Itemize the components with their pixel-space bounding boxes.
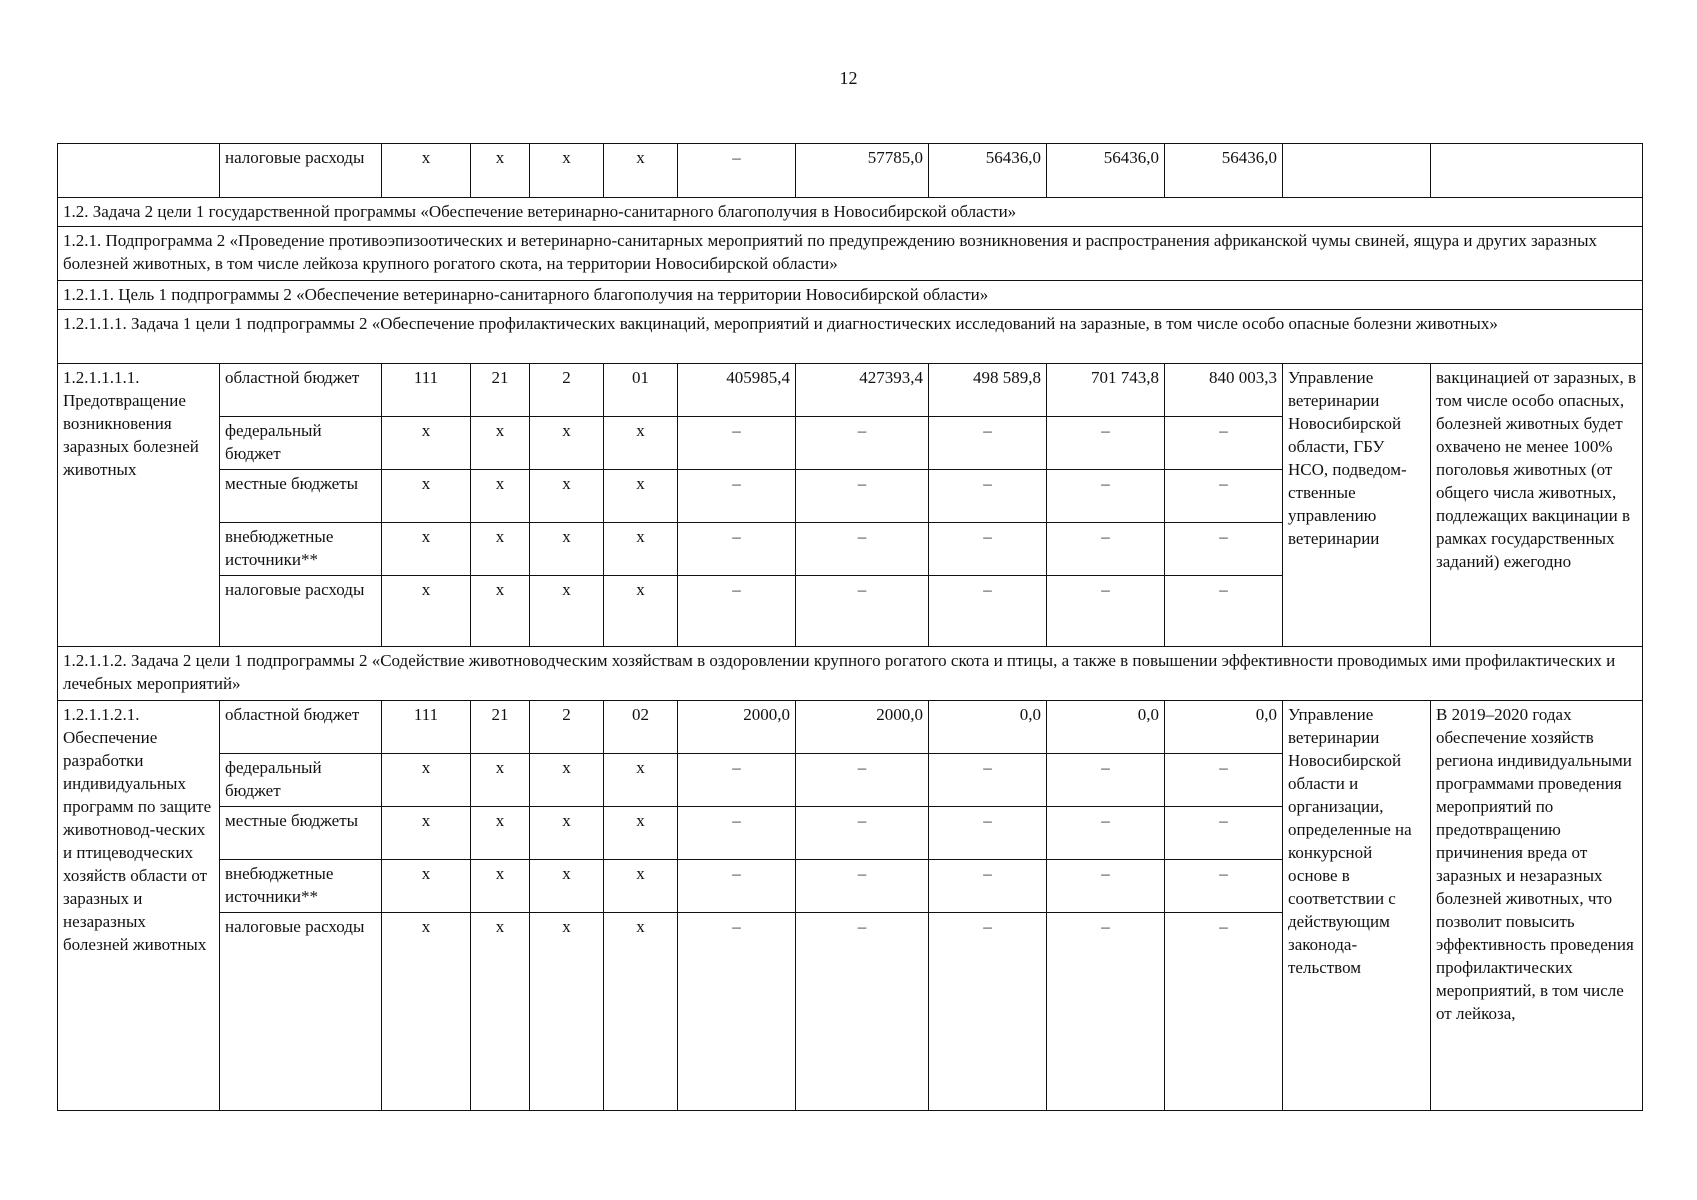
executor-cell: Управление ветеринарии Новосибирской области и организации, определенные на конкурсной основе в соответствии с действующим законода-тельством [1283, 701, 1431, 1111]
value-cell: – [929, 523, 1047, 576]
code-cell: х [382, 523, 471, 576]
value-cell: – [678, 754, 796, 807]
code-cell: х [604, 807, 678, 860]
funding-source-cell: федеральный бюджет [220, 417, 382, 470]
code-cell: х [530, 470, 604, 523]
value-cell: – [1047, 470, 1165, 523]
code-cell: 111 [382, 364, 471, 417]
code-cell: х [604, 144, 678, 198]
executor-cell [1283, 144, 1431, 198]
code-cell: 2 [530, 701, 604, 754]
code-cell: х [471, 417, 530, 470]
value-cell: – [1165, 913, 1283, 1111]
code-cell: х [604, 576, 678, 647]
value-cell: 56436,0 [1047, 144, 1165, 198]
code-cell: х [530, 523, 604, 576]
funding-source-cell: областной бюджет [220, 701, 382, 754]
section-header-row [58, 310, 1643, 364]
code-cell: х [471, 860, 530, 913]
value-cell: – [678, 523, 796, 576]
code-cell: х [382, 754, 471, 807]
funding-source-cell: местные бюджеты [220, 807, 382, 860]
result-cell [1431, 144, 1643, 198]
value-cell: – [929, 417, 1047, 470]
code-cell: х [382, 144, 471, 198]
code-cell: х [604, 470, 678, 523]
value-cell: 56436,0 [1165, 144, 1283, 198]
value-cell: – [678, 417, 796, 470]
value-cell: – [796, 417, 929, 470]
code-cell: х [530, 576, 604, 647]
section-header: 1.2.1.1.2. Задача 2 цели 1 подпрограммы 2 «Содействие животноводческим хозяйствам в оздоровлении крупного рогатого скота и птицы, а также в повышении эффективности проводимых ими профилактических и лечебных мероприятий» [58, 647, 1643, 701]
value-cell: – [1047, 417, 1165, 470]
value-cell: – [678, 144, 796, 198]
value-cell: – [796, 523, 929, 576]
section-header: 1.2.1.1. Цель 1 подпрограммы 2 «Обеспечение ветеринарно-санитарного благополучия на территории Новосибирской области» [58, 281, 1643, 310]
value-cell: – [1047, 913, 1165, 1111]
section-header-row [58, 198, 1643, 227]
value-cell: – [929, 860, 1047, 913]
value-cell: – [796, 807, 929, 860]
value-cell: – [1165, 754, 1283, 807]
value-cell: – [796, 860, 929, 913]
value-cell: – [796, 576, 929, 647]
value-cell: – [678, 807, 796, 860]
funding-source-cell: внебюджетные источники** [220, 860, 382, 913]
code-cell: х [471, 576, 530, 647]
code-cell: х [604, 913, 678, 1111]
value-cell: 56436,0 [929, 144, 1047, 198]
code-cell: х [382, 807, 471, 860]
code-cell: х [471, 913, 530, 1111]
value-cell: – [1047, 807, 1165, 860]
value-cell: 0,0 [1047, 701, 1165, 754]
table-row [58, 144, 1643, 198]
section-header-row [58, 647, 1643, 701]
table-row [58, 701, 1643, 754]
value-cell: – [1165, 576, 1283, 647]
value-cell: – [796, 754, 929, 807]
funding-source-cell: внебюджетные источники** [220, 523, 382, 576]
code-cell: х [604, 860, 678, 913]
value-cell: – [929, 576, 1047, 647]
result-cell: В 2019–2020 годах обеспечение хозяйств региона индивидуальными программами проведения мероприятий по предотвращению причинения вреда от заразных и незаразных болезней животных, что позволит повысить эффективность проведения профилактических мероприятий, в том числе от лейкоза, [1431, 701, 1643, 1111]
funding-source-cell: налоговые расходы [220, 576, 382, 647]
funding-source-cell: федеральный бюджет [220, 754, 382, 807]
section-header: 1.2.1. Подпрограмма 2 «Проведение противоэпизоотических и ветеринарно-санитарных мероприятий по предупреждению возникновения и распространения африканской чумы свиней, ящура и других заразных болезней животных, в том числе лейкоза крупного рогатого скота, на территории Новосибирской области» [58, 227, 1643, 281]
value-cell: – [796, 913, 929, 1111]
code-cell: х [382, 913, 471, 1111]
page-number: 12 [839, 68, 858, 88]
code-cell: х [471, 470, 530, 523]
code-cell: 21 [471, 364, 530, 417]
funding-source-cell: областной бюджет [220, 364, 382, 417]
code-cell: х [471, 807, 530, 860]
value-cell: – [929, 754, 1047, 807]
code-cell: х [471, 144, 530, 198]
code-cell: х [530, 754, 604, 807]
table-row [58, 364, 1643, 417]
code-cell: х [530, 913, 604, 1111]
code-cell: х [382, 860, 471, 913]
value-cell: – [929, 913, 1047, 1111]
value-cell: – [1165, 470, 1283, 523]
value-cell: 427393,4 [796, 364, 929, 417]
value-cell: 701 743,8 [1047, 364, 1165, 417]
code-cell: 111 [382, 701, 471, 754]
value-cell: – [1047, 523, 1165, 576]
funding-source-cell: местные бюджеты [220, 470, 382, 523]
value-cell: 498 589,8 [929, 364, 1047, 417]
value-cell: 405985,4 [678, 364, 796, 417]
funding-source-cell: налоговые расходы [220, 144, 382, 198]
code-cell: х [382, 470, 471, 523]
value-cell: – [1165, 523, 1283, 576]
value-cell: – [1165, 417, 1283, 470]
code-cell: х [530, 144, 604, 198]
funding-source-cell: налоговые расходы [220, 913, 382, 1111]
value-cell: – [678, 576, 796, 647]
executor-cell: Управление ветеринарии Новосибирской области, ГБУ НСО, подведом-ственные управлению ветеринарии [1283, 364, 1431, 647]
value-cell: – [1047, 860, 1165, 913]
value-cell: 2000,0 [678, 701, 796, 754]
code-cell: х [530, 807, 604, 860]
value-cell: 0,0 [1165, 701, 1283, 754]
code-cell: 01 [604, 364, 678, 417]
value-cell: – [929, 807, 1047, 860]
section-header-row [58, 227, 1643, 281]
value-cell: – [678, 913, 796, 1111]
code-cell: х [604, 523, 678, 576]
code-cell: 21 [471, 701, 530, 754]
value-cell: 0,0 [929, 701, 1047, 754]
section-header: 1.2.1.1.1. Задача 1 цели 1 подпрограммы 2 «Обеспечение профилактических вакцинаций, мероприятий и диагностических исследований на заразные, в том числе особо опасные болезни животных» [58, 310, 1643, 364]
code-cell: х [530, 417, 604, 470]
value-cell: – [929, 470, 1047, 523]
measure-name-cell: 1.2.1.1.2.1. Обеспечение разработки индивидуальных программ по защите животновод-ческих и птицеводческих хозяйств области от заразных и незаразных болезней животных [58, 701, 220, 1111]
budget-table [57, 143, 1643, 1111]
measure-name-cell: 1.2.1.1.1.1. Предотвращение возникновения заразных болезней животных [58, 364, 220, 647]
value-cell: – [678, 860, 796, 913]
result-cell: вакцинацией от заразных, в том числе особо опасных, болезней животных будет охвачено не менее 100% поголовья животных (от общего числа животных, подлежащих вакцинации в рамках государственных заданий) ежегодно [1431, 364, 1643, 647]
value-cell: – [1165, 860, 1283, 913]
code-cell: х [382, 417, 471, 470]
section-header: 1.2. Задача 2 цели 1 государственной программы «Обеспечение ветеринарно-санитарного благополучия в Новосибирской области» [58, 198, 1643, 227]
code-cell: 02 [604, 701, 678, 754]
measure-name-cell [58, 144, 220, 198]
value-cell: – [796, 470, 929, 523]
value-cell: 2000,0 [796, 701, 929, 754]
value-cell: – [1047, 754, 1165, 807]
section-header-row [58, 281, 1643, 310]
code-cell: х [530, 860, 604, 913]
code-cell: х [604, 417, 678, 470]
value-cell: 840 003,3 [1165, 364, 1283, 417]
value-cell: 57785,0 [796, 144, 929, 198]
code-cell: 2 [530, 364, 604, 417]
code-cell: х [382, 576, 471, 647]
value-cell: – [1047, 576, 1165, 647]
value-cell: – [1165, 807, 1283, 860]
code-cell: х [471, 754, 530, 807]
value-cell: – [678, 470, 796, 523]
code-cell: х [604, 754, 678, 807]
code-cell: х [471, 523, 530, 576]
